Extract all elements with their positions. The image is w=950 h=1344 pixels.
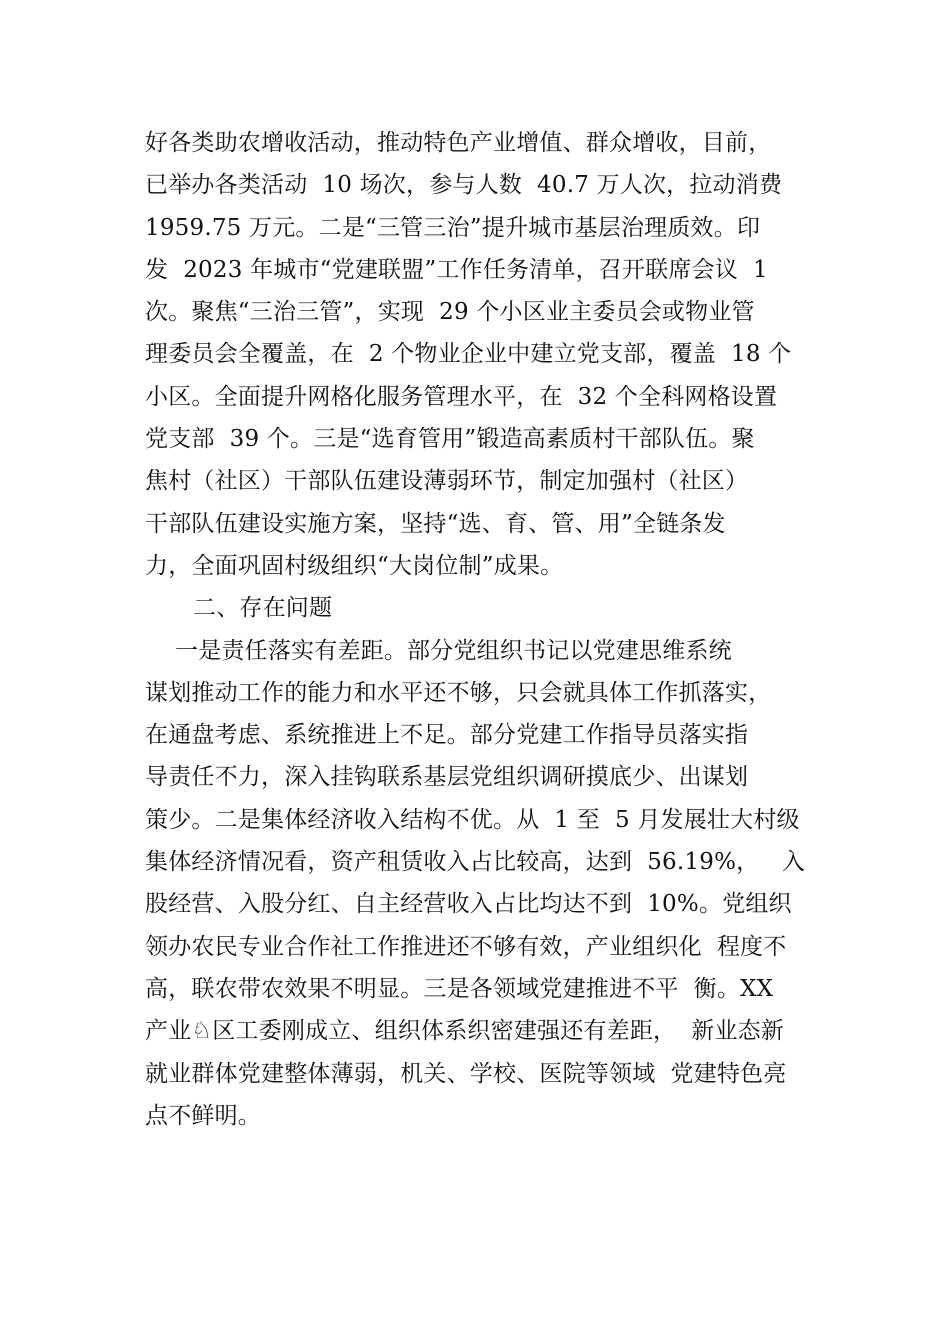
paragraph-line: 集体经济情况看，资产租赁收入占比较高，达到 56.19%， 入 bbox=[145, 849, 806, 876]
paragraph-line: 策少。二是集体经济收入结构不优。从 1 至 5 月发展壮大村级 bbox=[145, 806, 800, 833]
paragraph-line: 一是责任落实有差距。部分党组织书记以党建思维系统 bbox=[145, 637, 732, 664]
paragraph-line: 理委员会全覆盖，在 2 个物业企业中建立党支部，覆盖 18 个 bbox=[145, 341, 792, 368]
paragraph-line: 在通盘考虑、系统推进上不足。部分党建工作指导员落实指 bbox=[145, 722, 749, 749]
paragraph-line: 1959.75 万元。二是“三管三治”提升城市基层治理质效。印 bbox=[145, 214, 761, 241]
paragraph-line: 就业群体党建整体薄弱，机关、学校、医院等领域 党建特色亮 bbox=[145, 1060, 787, 1087]
paragraph-line: 好各类助农增收活动，推动特色产业增值、群众增收，目前， bbox=[145, 130, 772, 156]
paragraph-line: 谋划推动工作的能力和水平还不够，只会就具体工作抓落实， bbox=[145, 679, 772, 706]
section-heading: 二、存在问题 bbox=[193, 595, 333, 622]
paragraph-line: 干部队伍建设实施方案，坚持“选、育、管、用”全链条发 bbox=[145, 510, 726, 537]
paragraph-line: 股经营、入股分红、自主经营收入占比均达不到 10%。党组织 bbox=[145, 891, 792, 918]
paragraph-line: 导责任不力，深入挂钩联系基层党组织调研摸底少、出谋划 bbox=[145, 764, 749, 791]
paragraph-line: 发 2023 年城市“党建联盟”工作任务清单，召开联席会议 1 bbox=[145, 256, 768, 283]
paragraph-line: 产业♘区工委刚成立、组织体系织密建强还有差距， 新业态新 bbox=[145, 1018, 785, 1045]
paragraph-line: 次。聚焦“三治三管”，实现 29 个小区业主委员会或物业管 bbox=[145, 299, 755, 326]
document-body bbox=[145, 122, 845, 1137]
paragraph-line: 小区。全面提升网格化服务管理水平，在 32 个全科网格设置 bbox=[145, 383, 778, 410]
paragraph-line: 点不鲜明。 bbox=[145, 1102, 261, 1129]
paragraph-line: 高，联农带农效果不明显。三是各领域党建推进不平 衡。XX bbox=[145, 975, 774, 1002]
paragraph-line: 已举办各类活动 10 场次，参与人数 40.7 万人次，拉动消费 bbox=[145, 172, 783, 199]
paragraph-line: 力，全面巩固村级组织“大岗位制”成果。 bbox=[145, 552, 564, 579]
paragraph-line: 焦村（社区）干部队伍建设薄弱环节，制定加强村（社区） bbox=[145, 468, 749, 495]
paragraph-line: 领办农民专业合作社工作推进还不够有效，产业组织化 程度不 bbox=[145, 933, 787, 960]
paragraph-line: 党支部 39 个。三是“选育管用”锻造高素质村干部队伍。聚 bbox=[145, 426, 755, 453]
